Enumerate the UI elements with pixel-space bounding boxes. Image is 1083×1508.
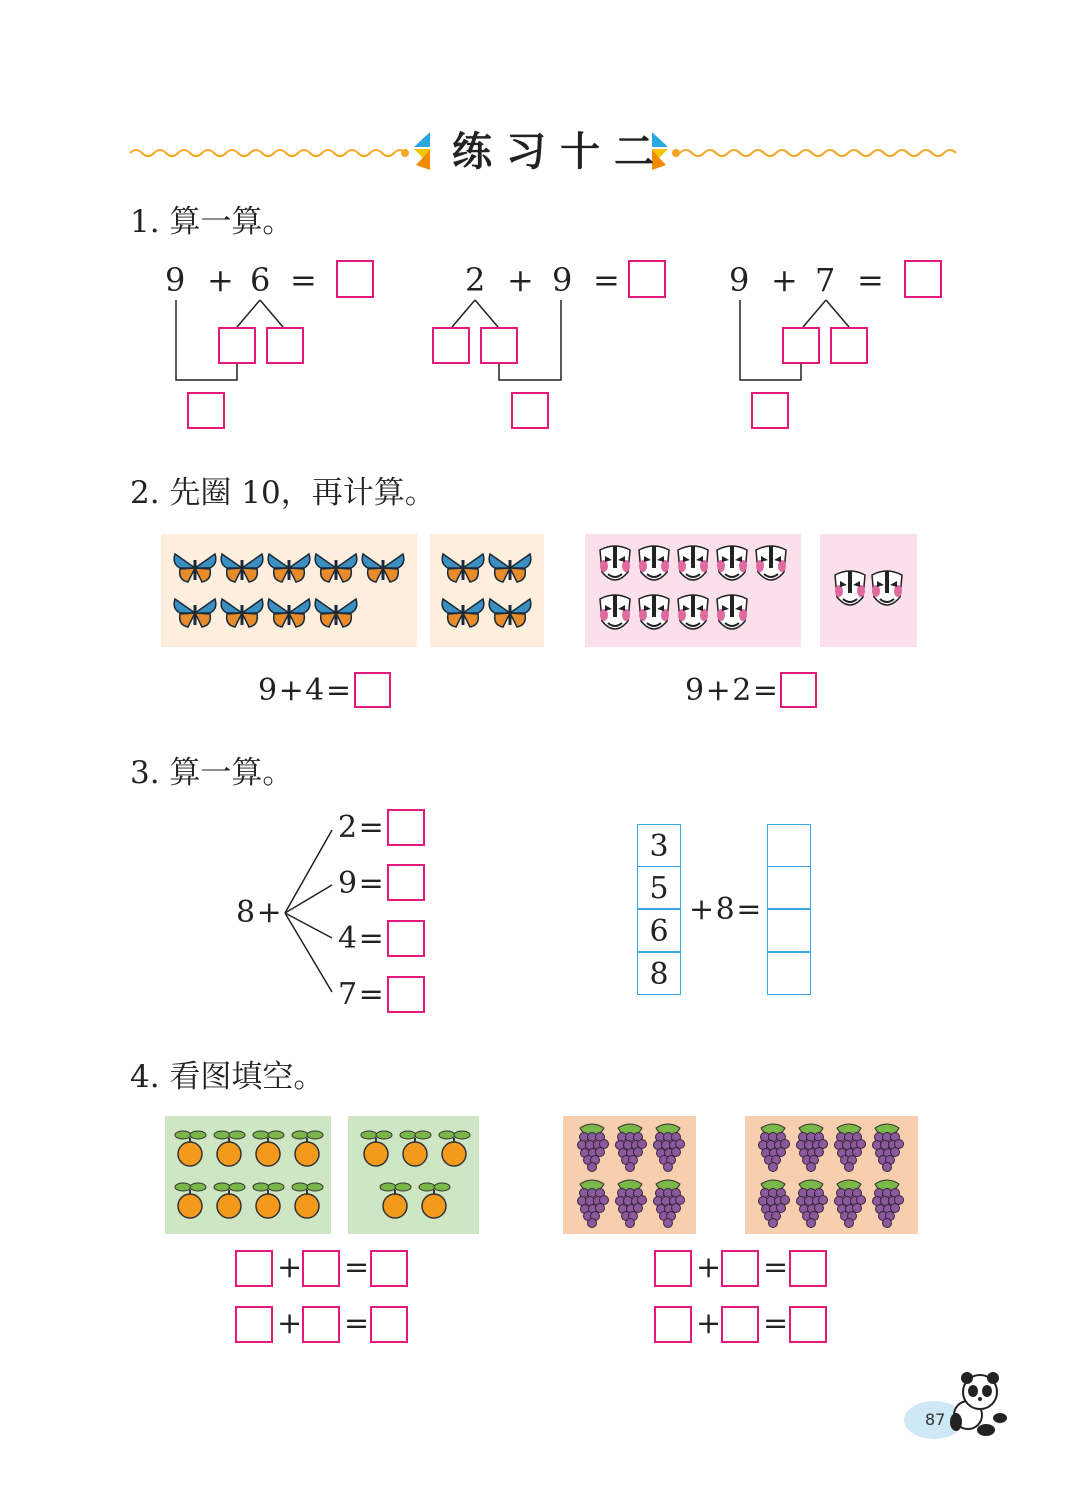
q3-left-item-4: 7 =: [338, 977, 384, 1012]
q4-l2-eq: =: [344, 1306, 370, 1341]
grape-icon: [831, 1178, 867, 1228]
q1-heading: 1. 算一算。: [130, 204, 294, 240]
grape-icon: [650, 1122, 686, 1172]
q3-heading: 3. 算一算。: [130, 755, 294, 791]
orange-icon: [250, 1128, 286, 1168]
q3-left-base: 8 +: [236, 895, 282, 930]
orange-icon: [172, 1128, 208, 1168]
q1-p2-b: 9: [552, 261, 573, 299]
q1-p3-b: 7: [815, 261, 836, 299]
q3-left-box-1[interactable]: [387, 809, 425, 846]
q1-p3-op: +: [771, 261, 798, 299]
q4-r2-plus: +: [696, 1306, 722, 1341]
q1-p1-a: 9: [165, 261, 186, 299]
q4-l2-box-2[interactable]: [302, 1306, 340, 1343]
q1-p1-b: 6: [250, 261, 271, 299]
q3-answer-cell-4[interactable]: [767, 952, 811, 995]
q3-left-item-1: 2 =: [338, 810, 384, 845]
q4-l2-box-3[interactable]: [370, 1306, 408, 1343]
grape-icon: [612, 1122, 648, 1172]
q3-right-num-4: 8: [649, 957, 669, 992]
orange-icon: [211, 1180, 247, 1220]
orange-icon: [250, 1180, 286, 1220]
q2-heading: 2. 先圈 10，再计算。: [130, 475, 436, 511]
q1-p2-eq: =: [593, 261, 620, 299]
grape-icon: [650, 1178, 686, 1228]
q2-expr-1: 9 + 4 =: [258, 673, 352, 708]
q4-r1-box-1[interactable]: [654, 1250, 692, 1287]
q3-answer-cell-2[interactable]: [767, 866, 811, 909]
q3-left-box-3[interactable]: [387, 920, 425, 957]
panda-icon: [948, 1370, 1012, 1442]
grape-icon: [574, 1178, 610, 1228]
q4-r2-box-2[interactable]: [721, 1306, 759, 1343]
grape-icon: [755, 1178, 791, 1228]
orange-icon: [358, 1128, 394, 1168]
q3-right-num-2: 5: [649, 871, 669, 906]
grape-icon: [612, 1178, 648, 1228]
q4-l1-box-1[interactable]: [235, 1250, 273, 1287]
q3-left-item-2: 9 =: [338, 866, 384, 901]
q4-l2-plus: +: [277, 1306, 303, 1341]
q4-l1-plus: +: [277, 1250, 303, 1285]
grape-icon: [869, 1178, 905, 1228]
q1-p2-op: +: [507, 261, 534, 299]
q3-left-box-2[interactable]: [387, 864, 425, 901]
q4-r1-box-2[interactable]: [721, 1250, 759, 1287]
q2-expr-2: 9 + 2 =: [685, 673, 779, 708]
grape-icon: [869, 1122, 905, 1172]
q1-p3-a: 9: [729, 261, 750, 299]
q3-answer-cell-3[interactable]: [767, 909, 811, 952]
q3-right-num-1: 3: [649, 829, 669, 864]
orange-icon: [172, 1180, 208, 1220]
orange-icon: [289, 1128, 325, 1168]
grape-icon: [574, 1122, 610, 1172]
q3-right-num-3: 6: [649, 914, 669, 949]
orange-icon: [211, 1128, 247, 1168]
page-number: 87: [925, 1410, 946, 1429]
grape-icon: [831, 1122, 867, 1172]
q1-p1-eq: =: [290, 261, 317, 299]
q1-p1-op: +: [207, 261, 234, 299]
q3-left-box-4[interactable]: [387, 976, 425, 1013]
orange-icon: [397, 1128, 433, 1168]
q4-r2-box-1[interactable]: [654, 1306, 692, 1343]
grape-icon: [755, 1122, 791, 1172]
q3-right-op: + 8 =: [689, 892, 762, 927]
q1-p3-eq: =: [857, 261, 884, 299]
q4-l1-eq: =: [344, 1250, 370, 1285]
q1-p2-a: 2: [465, 261, 486, 299]
q4-l2-box-1[interactable]: [235, 1306, 273, 1343]
q4-r1-eq: =: [763, 1250, 789, 1285]
orange-icon: [436, 1128, 472, 1168]
orange-icon: [377, 1180, 413, 1220]
grape-icon: [793, 1122, 829, 1172]
q4-heading: 4. 看图填空。: [130, 1059, 325, 1095]
page-title: 练习十二: [452, 129, 668, 175]
q4-r1-plus: +: [696, 1250, 722, 1285]
q3-left-item-3: 4 =: [338, 921, 384, 956]
q4-l1-box-2[interactable]: [302, 1250, 340, 1287]
q4-r2-box-3[interactable]: [789, 1306, 827, 1343]
orange-icon: [289, 1180, 325, 1220]
q4-r1-box-3[interactable]: [789, 1250, 827, 1287]
q3-answer-cell-1[interactable]: [767, 824, 811, 867]
q4-l1-box-3[interactable]: [370, 1250, 408, 1287]
q4-r2-eq: =: [763, 1306, 789, 1341]
orange-icon: [416, 1180, 452, 1220]
grape-icon: [793, 1178, 829, 1228]
